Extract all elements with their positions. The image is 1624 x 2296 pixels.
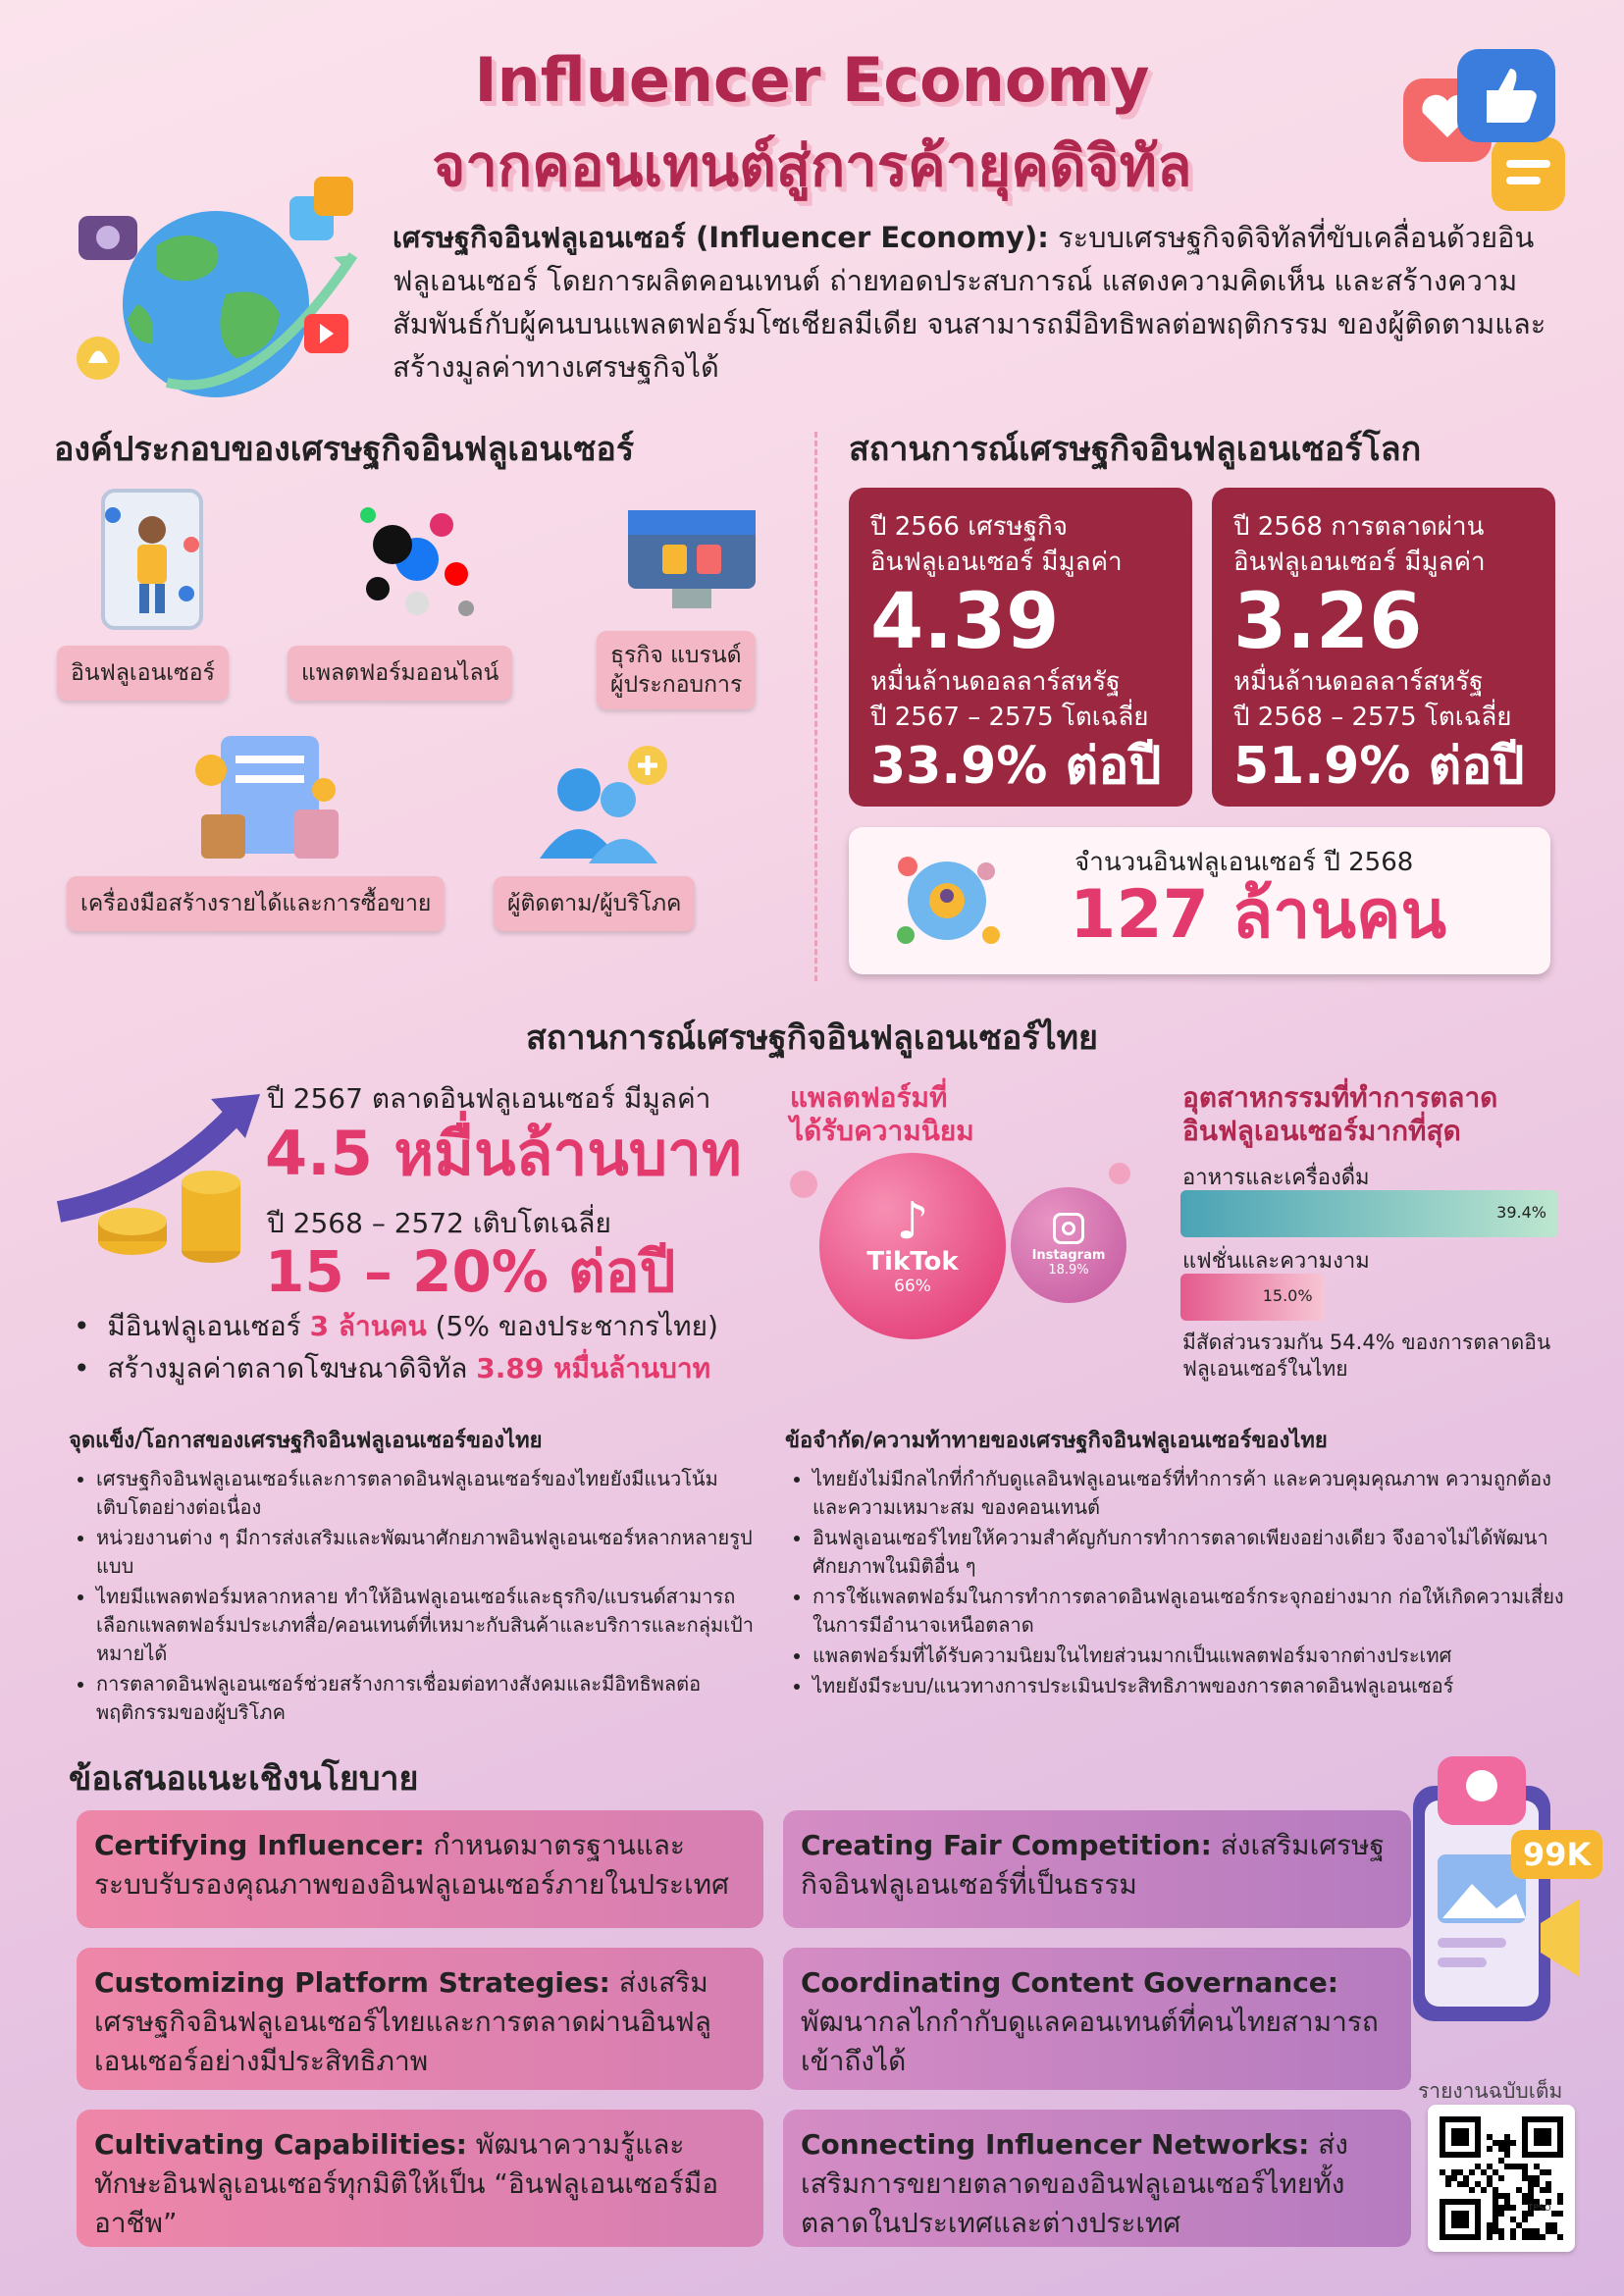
influencer-count-value: 127 ล้านคน	[1070, 876, 1446, 954]
list-item: • ไทยยังไม่มีกลไกที่กำกับดูแลอินฟลูเอนเซอร์ที่ทำการค้า และควบคุมคุณภาพ ความถูกต้อง และความเหมาะสม ของคอนเทนต์	[812, 1465, 1570, 1522]
policy-text: ส่งเสริมเศรษฐกิจอินฟลูเอนเซอร์ไทยและการตลาดผ่านอินฟลูเอนเซอร์อย่างมีประสิทธิภาพ	[94, 1966, 711, 2077]
list-item: • การใช้แพลตฟอร์มในการทำการตลาดอินฟลูเอนเซอร์กระจุกอย่างมาก ก่อให้เกิดความเสี่ยงในการมีอำนาจเหนือตลาด	[812, 1583, 1570, 1640]
instagram-pct: 18.9%	[1048, 1263, 1089, 1278]
policy-text: ส่งเสริมการขยายตลาดของอินฟลูเอนเซอร์ไทยทั้งตลาดในประเทศและต่างประเทศ	[801, 2128, 1348, 2239]
bullet1-text-c: (5% ของประชากรไทย)	[426, 1310, 718, 1342]
tiktok-label: TikTok	[866, 1247, 959, 1277]
industry-bar2	[1180, 1274, 1325, 1321]
component-label-business-line2: ผู้ประกอบการ	[610, 672, 743, 698]
platforms-heading-line2: ได้รับความนิยม	[790, 1115, 974, 1147]
platforms-heading-line1: แพลตฟอร์มที่	[790, 1081, 948, 1114]
thai-bullet-1: • มีอินฟลูเอนเซอร์ 3 ล้านคน (5% ของประชากรไทย)	[74, 1310, 718, 1342]
monetization-tools-illustration	[186, 731, 353, 868]
industry-bar2-label: แฟชั่นและความงาม	[1182, 1249, 1370, 1274]
component-label-platforms: แพลตฟอร์มออนไลน์	[288, 646, 512, 701]
tiktok-icon: ♪	[896, 1192, 929, 1251]
industries-note: มีสัดส่วนรวมกัน 54.4% ของการตลาดอินฟลูเอนเซอร์ในไทย	[1182, 1331, 1551, 1381]
policy-text: ส่งเสริมเศรษฐกิจอินฟลูเอนเซอร์ที่เป็นธรรม	[801, 1829, 1385, 1901]
instagram-label: Instagram	[1031, 1248, 1106, 1263]
challenges-heading: ข้อจำกัด/ความท้าทายของเศรษฐกิจอินฟลูเอนเซอร์ของไทย	[785, 1429, 1328, 1453]
policy-title: Coordinating Content Governance:	[801, 1966, 1338, 1999]
platforms-illustration	[348, 496, 486, 623]
challenges-block	[785, 1423, 1570, 1702]
influencer-count-label: จำนวนอินฟลูเอนเซอร์ ปี 2568	[1074, 848, 1414, 877]
industry-bar1-label: อาหารและเครื่องดื่ม	[1182, 1166, 1370, 1190]
intro-paragraph	[393, 216, 1550, 389]
component-label-business	[597, 631, 756, 709]
bullet1-text-a: มีอินฟลูเอนเซอร์	[107, 1310, 310, 1342]
policy-title: Certifying Influencer:	[94, 1829, 425, 1861]
card1-line1: ปี 2566 เศรษฐกิจ	[870, 512, 1069, 542]
thai-heading: สถานการณ์เศรษฐกิจอินฟลูเอนเซอร์ไทย	[526, 1018, 1098, 1058]
industry-bar1	[1180, 1190, 1558, 1237]
thai-market-label: ปี 2567 ตลาดอินฟลูเอนเซอร์ มีมูลค่า	[267, 1082, 711, 1115]
policy-title: Cultivating Capabilities:	[94, 2128, 467, 2161]
card1-line2: อินฟลูเอนเซอร์ มีมูลค่า	[870, 548, 1123, 577]
growth-arrow-coins-illustration	[54, 1084, 280, 1280]
card2-value: 3.26	[1233, 578, 1423, 666]
list-item: • เศรษฐกิจอินฟลูเอนเซอร์และการตลาดอินฟลูเอนเซอร์ของไทยยังมีแนวโน้มเติบโตอย่างต่อเนื่อง	[96, 1465, 765, 1522]
bullet2-highlight: 3.89 หมื่นล้านบาท	[476, 1352, 711, 1384]
influencer-count-card	[849, 827, 1550, 974]
thai-growth-value: 15 – 20% ต่อปี	[265, 1238, 676, 1305]
component-label-business-line1: ธุรกิจ แบรนด์	[610, 643, 742, 668]
industry-bar2-value: 15.0%	[1262, 1286, 1313, 1305]
instagram-icon	[1053, 1213, 1084, 1244]
list-item: • ไทยมีแพลตฟอร์มหลากหลาย ทำให้อินฟลูเอนเซอร์และธุรกิจ/แบรนด์สามารถเลือกแพลตฟอร์มประเภทสื่อ/คอนเทนต์ที่เหมาะกับสินค้าและบริการและกลุ่มเป้าหมายได้	[96, 1583, 765, 1668]
industries-heading	[1182, 1081, 1497, 1148]
network-globe-icon	[888, 847, 1006, 955]
thai-bullet-2: • สร้างมูลค่าตลาดโฆษณาดิจิทัล 3.89 หมื่นล้านบาท	[74, 1352, 711, 1384]
challenges-list	[785, 1465, 1570, 1700]
components-heading: องค์ประกอบของเศรษฐกิจอินฟลูเอนเซอร์	[54, 430, 635, 469]
title-line-1: Influencer Economy	[474, 44, 1150, 116]
policy-title: Customizing Platform Strategies:	[94, 1966, 610, 1999]
card2-unit: หมื่นล้านดอลลาร์สหรัฐ	[1233, 667, 1484, 697]
global-stat-card-1	[849, 488, 1192, 807]
policy-text: กำหนดมาตรฐานและระบบรับรองคุณภาพของอินฟลูเอนเซอร์ภายในประเทศ	[94, 1829, 729, 1901]
thai-growth-label: ปี 2568 – 2572 เติบโตเฉลี่ย	[267, 1207, 611, 1239]
business-shop-illustration	[618, 500, 765, 618]
strengths-list	[69, 1465, 765, 1727]
section-divider	[814, 432, 817, 981]
global-heading: สถานการณ์เศรษฐกิจอินฟลูเอนเซอร์โลก	[849, 430, 1422, 469]
policy-text: พัฒนากลไกกำกับดูแลคอนเทนต์ที่คนไทยสามารถเข้าถึงได้	[801, 2006, 1379, 2077]
phone-megaphone-illustration	[1393, 1747, 1590, 2041]
thai-market-value: 4.5 หมื่นล้านบาท	[265, 1118, 742, 1189]
followers-illustration	[520, 741, 687, 868]
card1-value: 4.39	[870, 578, 1060, 666]
tiktok-pct: 66%	[894, 1277, 931, 1296]
industry-bar1-track	[1180, 1190, 1558, 1237]
industries-heading-line2: อินฟลูเอนเซอร์มากที่สุด	[1182, 1115, 1461, 1147]
policy-card-content-governance	[783, 1948, 1411, 2090]
list-item: • การตลาดอินฟลูเอนเซอร์ช่วยสร้างการเชื่อมต่อทางสังคมและมีอิทธิพลต่อพฤติกรรมของผู้บริโภค	[96, 1670, 765, 1727]
industry-bar2-track	[1180, 1274, 1558, 1321]
policy-card-networks	[783, 2110, 1411, 2247]
social-reactions-icon	[1393, 44, 1580, 221]
component-label-monetization: เครื่องมือสร้างรายได้และการซื้อขาย	[67, 876, 445, 931]
card1-unit: หมื่นล้านดอลลาร์สหรัฐ	[870, 667, 1121, 697]
industries-heading-line1: อุตสาหกรรมที่ทำการตลาด	[1182, 1081, 1498, 1114]
list-item: • ไทยยังมีระบบ/แนวทางการประเมินประสิทธิภาพของการตลาดอินฟลูเอนเซอร์	[812, 1672, 1570, 1700]
policy-heading: ข้อเสนอแนะเชิงนโยบาย	[69, 1759, 419, 1799]
bullet1-highlight: 3 ล้านคน	[309, 1310, 427, 1342]
component-label-influencer: อินฟลูเอนเซอร์	[57, 646, 229, 701]
card1-growth: 33.9% ต่อปี	[870, 737, 1162, 796]
full-report-label: รายงานฉบับเต็ม	[1418, 2079, 1563, 2103]
small-bubble-2	[1109, 1163, 1130, 1184]
policy-card-capabilities	[77, 2110, 763, 2247]
policy-card-fair-competition	[783, 1810, 1411, 1928]
strengths-block	[69, 1423, 765, 1729]
global-stat-card-2	[1212, 488, 1555, 807]
likes-badge: 99K	[1511, 1830, 1602, 1879]
title-line-2: จากคอนเทนต์สู่การค้ายุคดิจิทัล	[432, 132, 1192, 199]
bullet2-text-a: สร้างมูลค่าตลาดโฆษณาดิจิทัล	[107, 1352, 477, 1384]
industry-bar1-value: 39.4%	[1496, 1203, 1546, 1222]
small-bubble-1	[790, 1171, 817, 1198]
policy-text: พัฒนาความรู้และทักษะอินฟลูเอนเซอร์ทุกมิติให้เป็น “อินฟลูเอนเซอร์มืออาชีพ”	[94, 2128, 719, 2239]
list-item: • แพลตฟอร์มที่ได้รับความนิยมในไทยส่วนมากเป็นแพลตฟอร์มจากต่างประเทศ	[812, 1642, 1570, 1670]
policy-card-certifying	[77, 1810, 763, 1928]
policy-title: Connecting Influencer Networks:	[801, 2128, 1310, 2161]
intro-text: ระบบเศรษฐกิจดิจิทัลที่ขับเคลื่อนด้วยอินฟลูเอนเซอร์ โดยการผลิตคอนเทนต์ ถ่ายทอดประสบการณ์ แสดงความคิดเห็น และสร้างความสัมพันธ์กับผู้คนบนแพลตฟอร์มโซเชียลมีเดีย จนสามารถมีอิทธิพลต่อพฤติกรรม ของผู้ติดตามและสร้างมูลค่าทางเศรษฐกิจได้	[393, 221, 1546, 384]
card2-growth: 51.9% ต่อปี	[1233, 737, 1525, 796]
list-item: • หน่วยงานต่าง ๆ มีการส่งเสริมและพัฒนาศักยภาพอินฟลูเอนเซอร์หลากหลายรูปแบบ	[96, 1524, 765, 1581]
strengths-heading: จุดแข็ง/โอกาสของเศรษฐกิจอินฟลูเอนเซอร์ของไทย	[69, 1429, 543, 1453]
instagram-bubble	[1011, 1187, 1126, 1303]
card2-line2: อินฟลูเอนเซอร์ มีมูลค่า	[1233, 548, 1486, 577]
influencer-illustration	[93, 486, 211, 633]
card2-period: ปี 2568 – 2575 โตเฉลี่ย	[1233, 703, 1512, 732]
platforms-heading	[790, 1081, 974, 1148]
list-item: • อินฟลูเอนเซอร์ไทยให้ความสำคัญกับการทำการตลาดเพียงอย่างเดียว จึงอาจไม่ได้พัฒนาศักยภาพในมิติอื่น ๆ	[812, 1524, 1570, 1581]
component-label-followers: ผู้ติดตาม/ผู้บริโภค	[494, 876, 695, 931]
intro-term: เศรษฐกิจอินฟลูเอนเซอร์ (Influencer Economy):	[393, 221, 1049, 254]
svg-text:TPSO: TPSO	[1528, 2204, 1551, 2214]
globe-illustration	[59, 177, 373, 402]
policy-title: Creating Fair Competition:	[801, 1829, 1212, 1861]
tiktok-bubble	[819, 1153, 1006, 1339]
card2-line1: ปี 2568 การตลาดผ่าน	[1233, 512, 1485, 542]
card1-period: ปี 2567 – 2575 โตเฉลี่ย	[870, 703, 1149, 732]
qr-code[interactable]	[1428, 2105, 1575, 2252]
policy-card-platform-strategies	[77, 1948, 763, 2090]
